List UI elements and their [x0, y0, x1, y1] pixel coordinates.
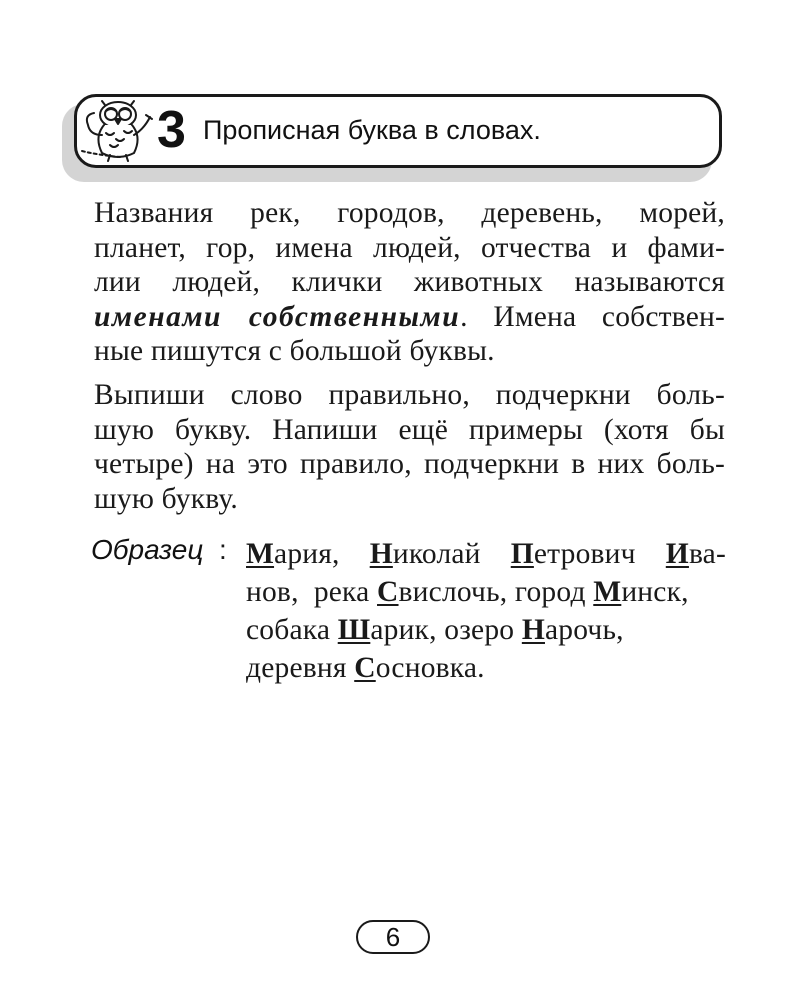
word-rest: арик, [370, 614, 437, 646]
instruction-line: Выпиши слово правильно, подчеркни боль- [94, 379, 725, 411]
word-rest: етрович [533, 538, 636, 570]
sample-example [246, 535, 726, 687]
word-rest: вислочь, [398, 576, 508, 608]
term-proper-names: именами собственными [94, 300, 461, 333]
rule-line-rest: . Имена собствен- [460, 300, 725, 333]
word-rest: инск, [621, 576, 689, 608]
instruction-line: шую букву. Напиши ещё примеры (хотя бы [94, 413, 725, 446]
word-rest: ва- [688, 538, 726, 570]
word: река [313, 576, 370, 608]
word: собака [246, 614, 331, 646]
sample-line [246, 573, 726, 611]
rule-line: Названия рек, городов, деревень, морей, [94, 197, 725, 229]
word-rest: арочь, [544, 614, 624, 646]
sample-label: Образец [91, 534, 204, 565]
capital-letter: И [665, 538, 689, 570]
rule-paragraph [94, 196, 725, 369]
word: деревня [246, 652, 347, 684]
instruction-line: четыре) на это правило, подчеркни в них боль- [94, 448, 725, 481]
owl-icon [80, 95, 156, 163]
word: город [514, 576, 586, 608]
capital-letter: М [246, 538, 275, 570]
capital-letter: С [377, 576, 399, 608]
rule-line: ные пишутся с большой буквы. [94, 335, 495, 368]
capital-letter: Ш [337, 614, 371, 646]
word-rest: иколай [392, 538, 481, 570]
sample-colon: : [219, 534, 227, 565]
instruction-line: шую букву. [94, 482, 238, 515]
word-rest: ария, [274, 538, 340, 570]
page-number: 6 [356, 920, 430, 954]
task-number: 3 [157, 101, 186, 159]
word-rest: нов, [246, 576, 299, 608]
capital-letter: Н [369, 538, 393, 570]
capital-letter: С [354, 652, 376, 684]
task-title: Прописная буква в словах. [203, 115, 541, 145]
rule-line: планет, гор, имена людей, отчества и фами- [94, 231, 725, 264]
word: озеро [444, 614, 515, 646]
sample-line [246, 535, 726, 573]
capital-letter: М [593, 576, 622, 608]
capital-letter: Н [521, 614, 545, 646]
rule-line-term [94, 300, 725, 335]
capital-letter: П [510, 538, 534, 570]
task-instruction [94, 378, 725, 516]
word-rest: основка. [375, 652, 485, 684]
rule-line: лии людей, клички животных называются [94, 266, 725, 299]
sample-line [246, 649, 726, 687]
sample-line [246, 611, 726, 649]
